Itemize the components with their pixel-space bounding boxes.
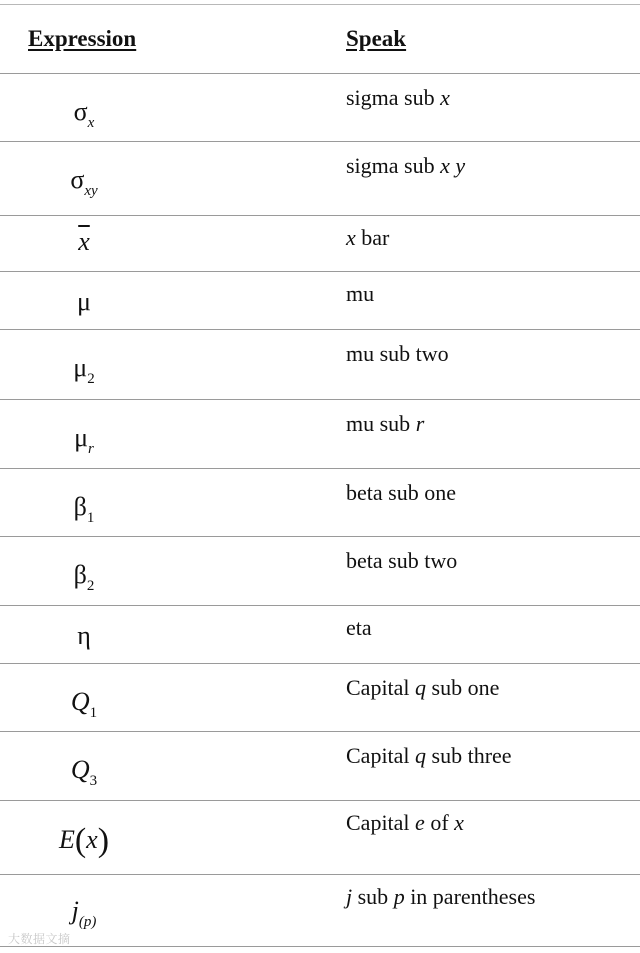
expression-cell bbox=[0, 621, 168, 651]
speak-text: p bbox=[393, 884, 405, 909]
expression-symbol: β bbox=[73, 492, 87, 521]
speak-text: r bbox=[415, 411, 425, 436]
row-divider bbox=[0, 800, 640, 801]
expression-symbol: η bbox=[77, 621, 91, 650]
expression-argument: x bbox=[86, 825, 98, 854]
expression-cell bbox=[0, 287, 168, 317]
table-row bbox=[0, 536, 640, 605]
expression-symbol: μ bbox=[74, 423, 89, 452]
speak-text: x y bbox=[440, 153, 466, 178]
speak-cell bbox=[346, 225, 389, 251]
expression-symbol: σ bbox=[73, 97, 88, 126]
expression-subscript: 1 bbox=[86, 510, 95, 526]
expression-symbol: j bbox=[71, 896, 79, 925]
expression-subscript: 1 bbox=[89, 705, 98, 721]
expression-cell bbox=[0, 423, 168, 457]
expression-symbol: μ bbox=[73, 353, 88, 382]
speak-text: in parentheses bbox=[404, 884, 536, 909]
expression-cell bbox=[0, 165, 168, 199]
expression-cell bbox=[0, 822, 168, 860]
speak-text: bar bbox=[355, 225, 390, 250]
expression-cell bbox=[0, 492, 168, 526]
row-divider bbox=[0, 946, 640, 947]
speak-text: Capital bbox=[346, 810, 416, 835]
table-row bbox=[0, 73, 640, 141]
table-row bbox=[0, 399, 640, 468]
speak-cell bbox=[346, 341, 449, 367]
expression-cell bbox=[0, 353, 168, 387]
row-divider bbox=[0, 329, 640, 330]
speak-text: Capital bbox=[346, 675, 416, 700]
speak-cell bbox=[346, 281, 374, 307]
expression-symbol: E bbox=[58, 825, 75, 854]
expression-symbol: Q bbox=[70, 755, 90, 784]
speak-cell bbox=[346, 675, 499, 701]
expression-subscript: (p) bbox=[78, 914, 97, 930]
speak-text: q bbox=[415, 743, 427, 768]
speak-text: mu sub two bbox=[346, 341, 449, 366]
row-divider bbox=[0, 271, 640, 272]
expression-cell bbox=[0, 560, 168, 594]
speak-text: q bbox=[415, 675, 427, 700]
speak-cell bbox=[346, 411, 424, 437]
speak-text: beta sub two bbox=[346, 548, 458, 573]
row-divider bbox=[0, 141, 640, 142]
expression-cell bbox=[0, 227, 168, 257]
speak-cell bbox=[346, 85, 450, 111]
row-divider bbox=[0, 605, 640, 606]
expression-subscript: x bbox=[87, 115, 95, 131]
table-row bbox=[0, 329, 640, 399]
expression-subscript: r bbox=[88, 441, 94, 457]
expression-cell bbox=[0, 97, 168, 131]
table-row bbox=[0, 874, 640, 946]
speak-text: x bbox=[346, 225, 356, 250]
expression-symbol: $\overline{x}$ bbox=[78, 227, 90, 256]
table-row bbox=[0, 468, 640, 536]
speak-text: j bbox=[346, 884, 353, 909]
row-divider bbox=[0, 874, 640, 875]
row-divider bbox=[0, 536, 640, 537]
speak-text: e bbox=[415, 810, 425, 835]
table-row bbox=[0, 215, 640, 271]
speak-cell bbox=[346, 743, 512, 769]
speak-text: eta bbox=[346, 615, 372, 640]
speak-cell bbox=[346, 884, 535, 910]
table-row bbox=[0, 271, 640, 329]
expression-subscript: 3 bbox=[89, 773, 98, 789]
speak-text: mu sub bbox=[346, 411, 416, 436]
table-top-rule bbox=[0, 4, 640, 5]
speak-text: sigma sub bbox=[346, 153, 441, 178]
row-divider bbox=[0, 215, 640, 216]
speak-cell bbox=[346, 615, 372, 641]
speak-text: beta sub one bbox=[346, 480, 456, 505]
speak-cell bbox=[346, 548, 457, 574]
table-row bbox=[0, 605, 640, 663]
speak-text: sub three bbox=[426, 743, 512, 768]
row-divider bbox=[0, 399, 640, 400]
speak-text: sub bbox=[352, 884, 394, 909]
row-divider bbox=[0, 73, 640, 74]
expression-symbol: σ bbox=[70, 165, 85, 194]
speak-text: sigma sub bbox=[346, 85, 441, 110]
speak-cell bbox=[346, 480, 456, 506]
speak-text: Capital bbox=[346, 743, 416, 768]
table-row bbox=[0, 731, 640, 800]
paren-open: ( bbox=[74, 822, 87, 859]
speak-text: mu bbox=[346, 281, 375, 306]
expression-cell bbox=[0, 687, 168, 721]
speak-cell bbox=[346, 153, 465, 179]
header-expression: Expression bbox=[28, 26, 137, 51]
expression-subscript: xy bbox=[84, 183, 98, 199]
table-row bbox=[0, 663, 640, 731]
speak-text: of bbox=[424, 810, 455, 835]
row-divider bbox=[0, 663, 640, 664]
expression-cell bbox=[0, 896, 168, 930]
header-speak: Speak bbox=[346, 26, 407, 51]
row-divider bbox=[0, 731, 640, 732]
speak-text: x bbox=[454, 810, 464, 835]
speak-text: x bbox=[440, 85, 450, 110]
expression-subscript: 2 bbox=[86, 578, 95, 594]
paren-close: ) bbox=[97, 822, 110, 859]
expression-symbol: β bbox=[73, 560, 87, 589]
speak-cell bbox=[346, 810, 464, 836]
watermark: 大数据文摘 bbox=[8, 932, 71, 946]
table-row bbox=[0, 800, 640, 874]
expression-cell bbox=[0, 755, 168, 789]
speak-text: sub one bbox=[426, 675, 500, 700]
expression-subscript: 2 bbox=[87, 371, 95, 387]
row-divider bbox=[0, 468, 640, 469]
expression-symbol: Q bbox=[70, 687, 90, 716]
table-row bbox=[0, 141, 640, 215]
expression-symbol: μ bbox=[77, 287, 91, 316]
